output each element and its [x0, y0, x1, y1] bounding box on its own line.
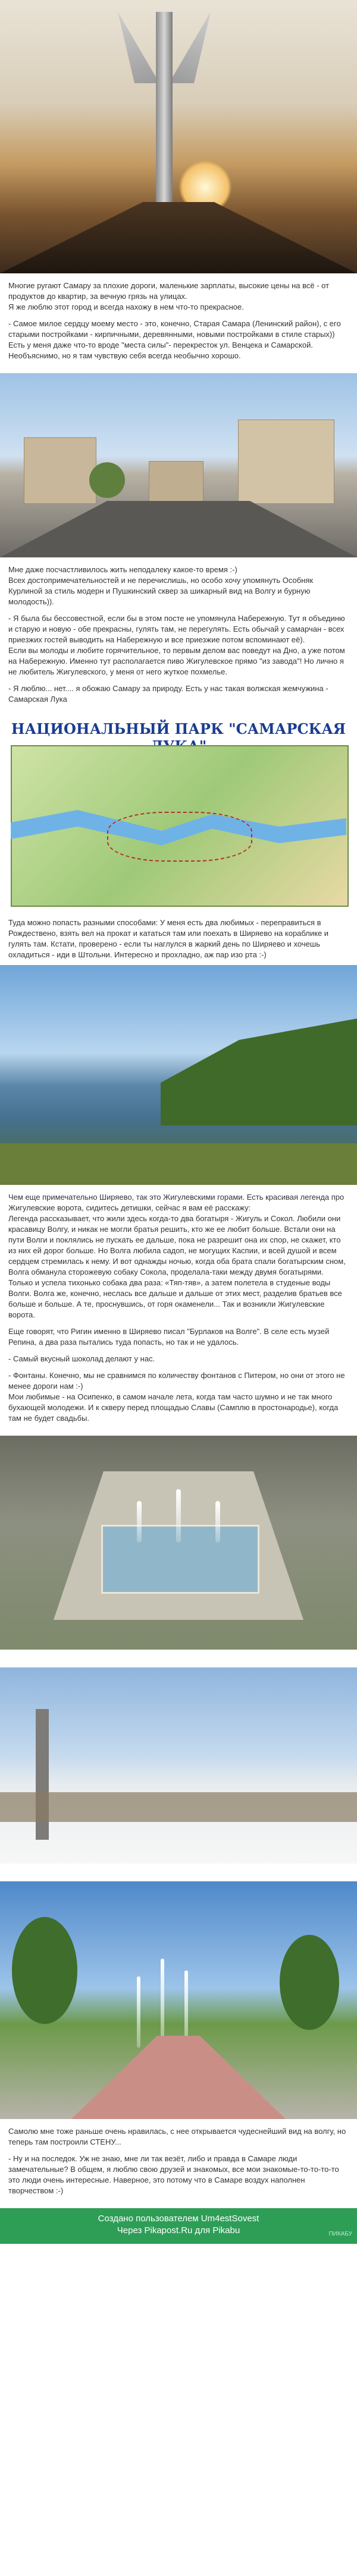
text-legend-block: [0, 1185, 357, 1436]
text-legend: Чем еще примечательно Ширяево, так это Жигулевскими горами. Есть красивая легенда про Жигулевские ворота, сидитесь детишки, сейчас я вам её расскажу: Легенда рассказывает, что жили здесь когда-то два богатыря - Жигуль и Сокол. Любили они красавицу Волгу, и никак не могли братья решить, кто же ее любит больше. Встали они на пути Волги и поклялись не пускать ее дальше, пока не разрешит она их спор, не скажет, кто из них ей дорог больше. Но Волга любила садоп, не могущих Каспии, и всей душой и всем сердцем стремилась к нему. И вот однажды ночью, когда оба брата спали богатырским сном, Волга обманула сторожевую собаку Сокола, проделала-таки между двумя богатырями. Только и успела тихонько собака два раза: «Тяп-тяв», а затем полетела в студеные воды Волги. Волга же, конечно, неслась все дальше и дальше от этих мест, разделив братьев все больше и больше. А те, проснувшись, от горя окаменели... Так и возникли Жигулевские ворота.: [8, 1193, 346, 1319]
tree: [12, 1917, 77, 2024]
monument-wing-left: [118, 12, 159, 83]
photo-volga-landscape: [0, 965, 357, 1185]
text-fountains: - Фонтаны. Конечно, мы не сравнимся по количеству фонтанов с Питером, но они от этого не менее дороги нам :-) Мои любимые - на Осипенко, в самом начале лета, когда там часто шумно и не так много бухающей молодежи. И к скверу перед площадью Славы (Самплю в простонародье), когда там не будет свадьбы.: [8, 1371, 345, 1423]
photo-park-fountain: [0, 1881, 357, 2119]
caption-luka: [0, 913, 357, 965]
building: [24, 437, 96, 504]
text-intro: Многие ругают Самару за плохие дороги, маленькие зарплаты, высокие цены на всё - от продуктов до квартир, за вечную грязь на улицах. Я же люблю этот город и всегда нахожу в нем что-то прекрасное.: [8, 281, 330, 311]
text-buzurov: Еще говорят, что Ригин именно в Ширяево писал "Бурлаков на Волге". В селе есть музей Репина, а два раза пытались туда попасть, но так и не удалось.: [8, 1327, 331, 1347]
tree: [280, 1935, 339, 2030]
text-luka-intro: Туда можно попасть разными способами: У меня есть два любимых - переправиться в Рождествено, взять вел на прокат и кататься там или поехать в Ширяево на кораблике и гулять там. Кстати, проверено - если ты наглулся в жаркий день по Ширяево и хочешь охладиться - иди в Штольни. Интересно и прохладно, аж пар изо рта :-): [8, 918, 329, 959]
photo-old-street: [0, 373, 357, 557]
text-after-street: Мне даже посчастливилось жить неподалеку какое-то время :-) Всех достопримечательностей и не перечислишь, но особо хочу упомянуть Особняк Курлиной за стиль модерн и Пушкинский сквер за шикарный вид на Волгу и бурную молодость)).: [8, 565, 314, 606]
map-park-boundary: [107, 812, 252, 862]
zhiguli-hill: [161, 1019, 357, 1125]
fountain-jet: [137, 1976, 140, 2048]
text-intro-block: [0, 273, 357, 373]
photo-fountain-square: [0, 1436, 357, 1650]
text-old-samara: - Самое милое сердцу моему место - это, конечно, Старая Самара (Ленинский район), с его старыми постройками - кирпичными, деревянными, новыми постройками в стиле старых)) Есть у меня даже что-то вроде "места силы"- перекресток ул. Венцека и Самарской. Необъяснимо, но я там чувствую себя всегда необычно хорошо.: [8, 319, 341, 360]
building: [238, 420, 334, 504]
pikabu-watermark: ПИКАБУ: [328, 2231, 352, 2237]
photo-monument-sunset: [0, 0, 357, 273]
text-outro: - Ну и на последок. Уж не знаю, мне ли так везёт, либо и правда в Самаре люди замечательные? В общем, я люблю свою друзей и знакомых, все мои знакомые-то-то-то-то это люди очень интересные. Наверное, это потому что в Самаре воздух наполнен творчеством :-): [8, 2154, 342, 2195]
shore: [0, 1143, 357, 1185]
footer-source-link[interactable]: Через Pikapost.Ru для Pikabu: [117, 2225, 240, 2236]
text-closing-block: [0, 2119, 357, 2208]
monument-wing-right: [169, 12, 211, 83]
street: [0, 501, 357, 557]
footer: [0, 2208, 357, 2244]
fountain-jet: [161, 1959, 164, 2048]
fountain-jet: [176, 1489, 181, 1543]
text-icecream: - Самый вкусный шоколад делают у нас.: [8, 1354, 155, 1363]
winter-trees: [0, 1792, 357, 1822]
park-path: [71, 2036, 286, 2119]
text-after-street-block: [0, 557, 357, 717]
fountain-jet: [215, 1501, 220, 1543]
road: [0, 202, 357, 273]
samara-luka-map: [0, 717, 357, 913]
fountain-jet: [137, 1501, 142, 1543]
text-volga-pearl: - Я люблю... нет.... я обожаю Самару за природу. Есть у нас такая волжская жемчужина - Самарская Лука: [8, 684, 331, 704]
building: [149, 461, 203, 504]
footer-author: Создано пользователем Um4estSovest: [98, 2214, 259, 2224]
photo-winter-embankment: [0, 1667, 357, 1864]
text-winter: Самолю мне тоже раньше очень нравилась, с нее открывается чудеснейший вид на волгу, но теперь там построили СТЕНУ...: [8, 2127, 348, 2146]
tree: [89, 462, 125, 498]
map-title: НАЦИОНАЛЬНЫЙ ПАРК "САМАРСКАЯ: [11, 720, 346, 737]
text-embankment: - Я была бы бессовестной, если бы в этом посте не упомянула Набережную. Тут я объединю и старую и новую - обе прекрасны, гулять там, не перегулять. Есть обычай у самарчан - всех приезжих гостей выводить на Набережную и все приезжие потом вспоминают её). Если вы молоды и любите горячительное, то первым делом вас поведут на Дно, а уже потом на Набережную. Именно тут располагается пиво Жигулевское прямо "из завода"! Но лично я не любитель Жигулевского, у меня от него жуткое похмелье.: [8, 614, 345, 676]
